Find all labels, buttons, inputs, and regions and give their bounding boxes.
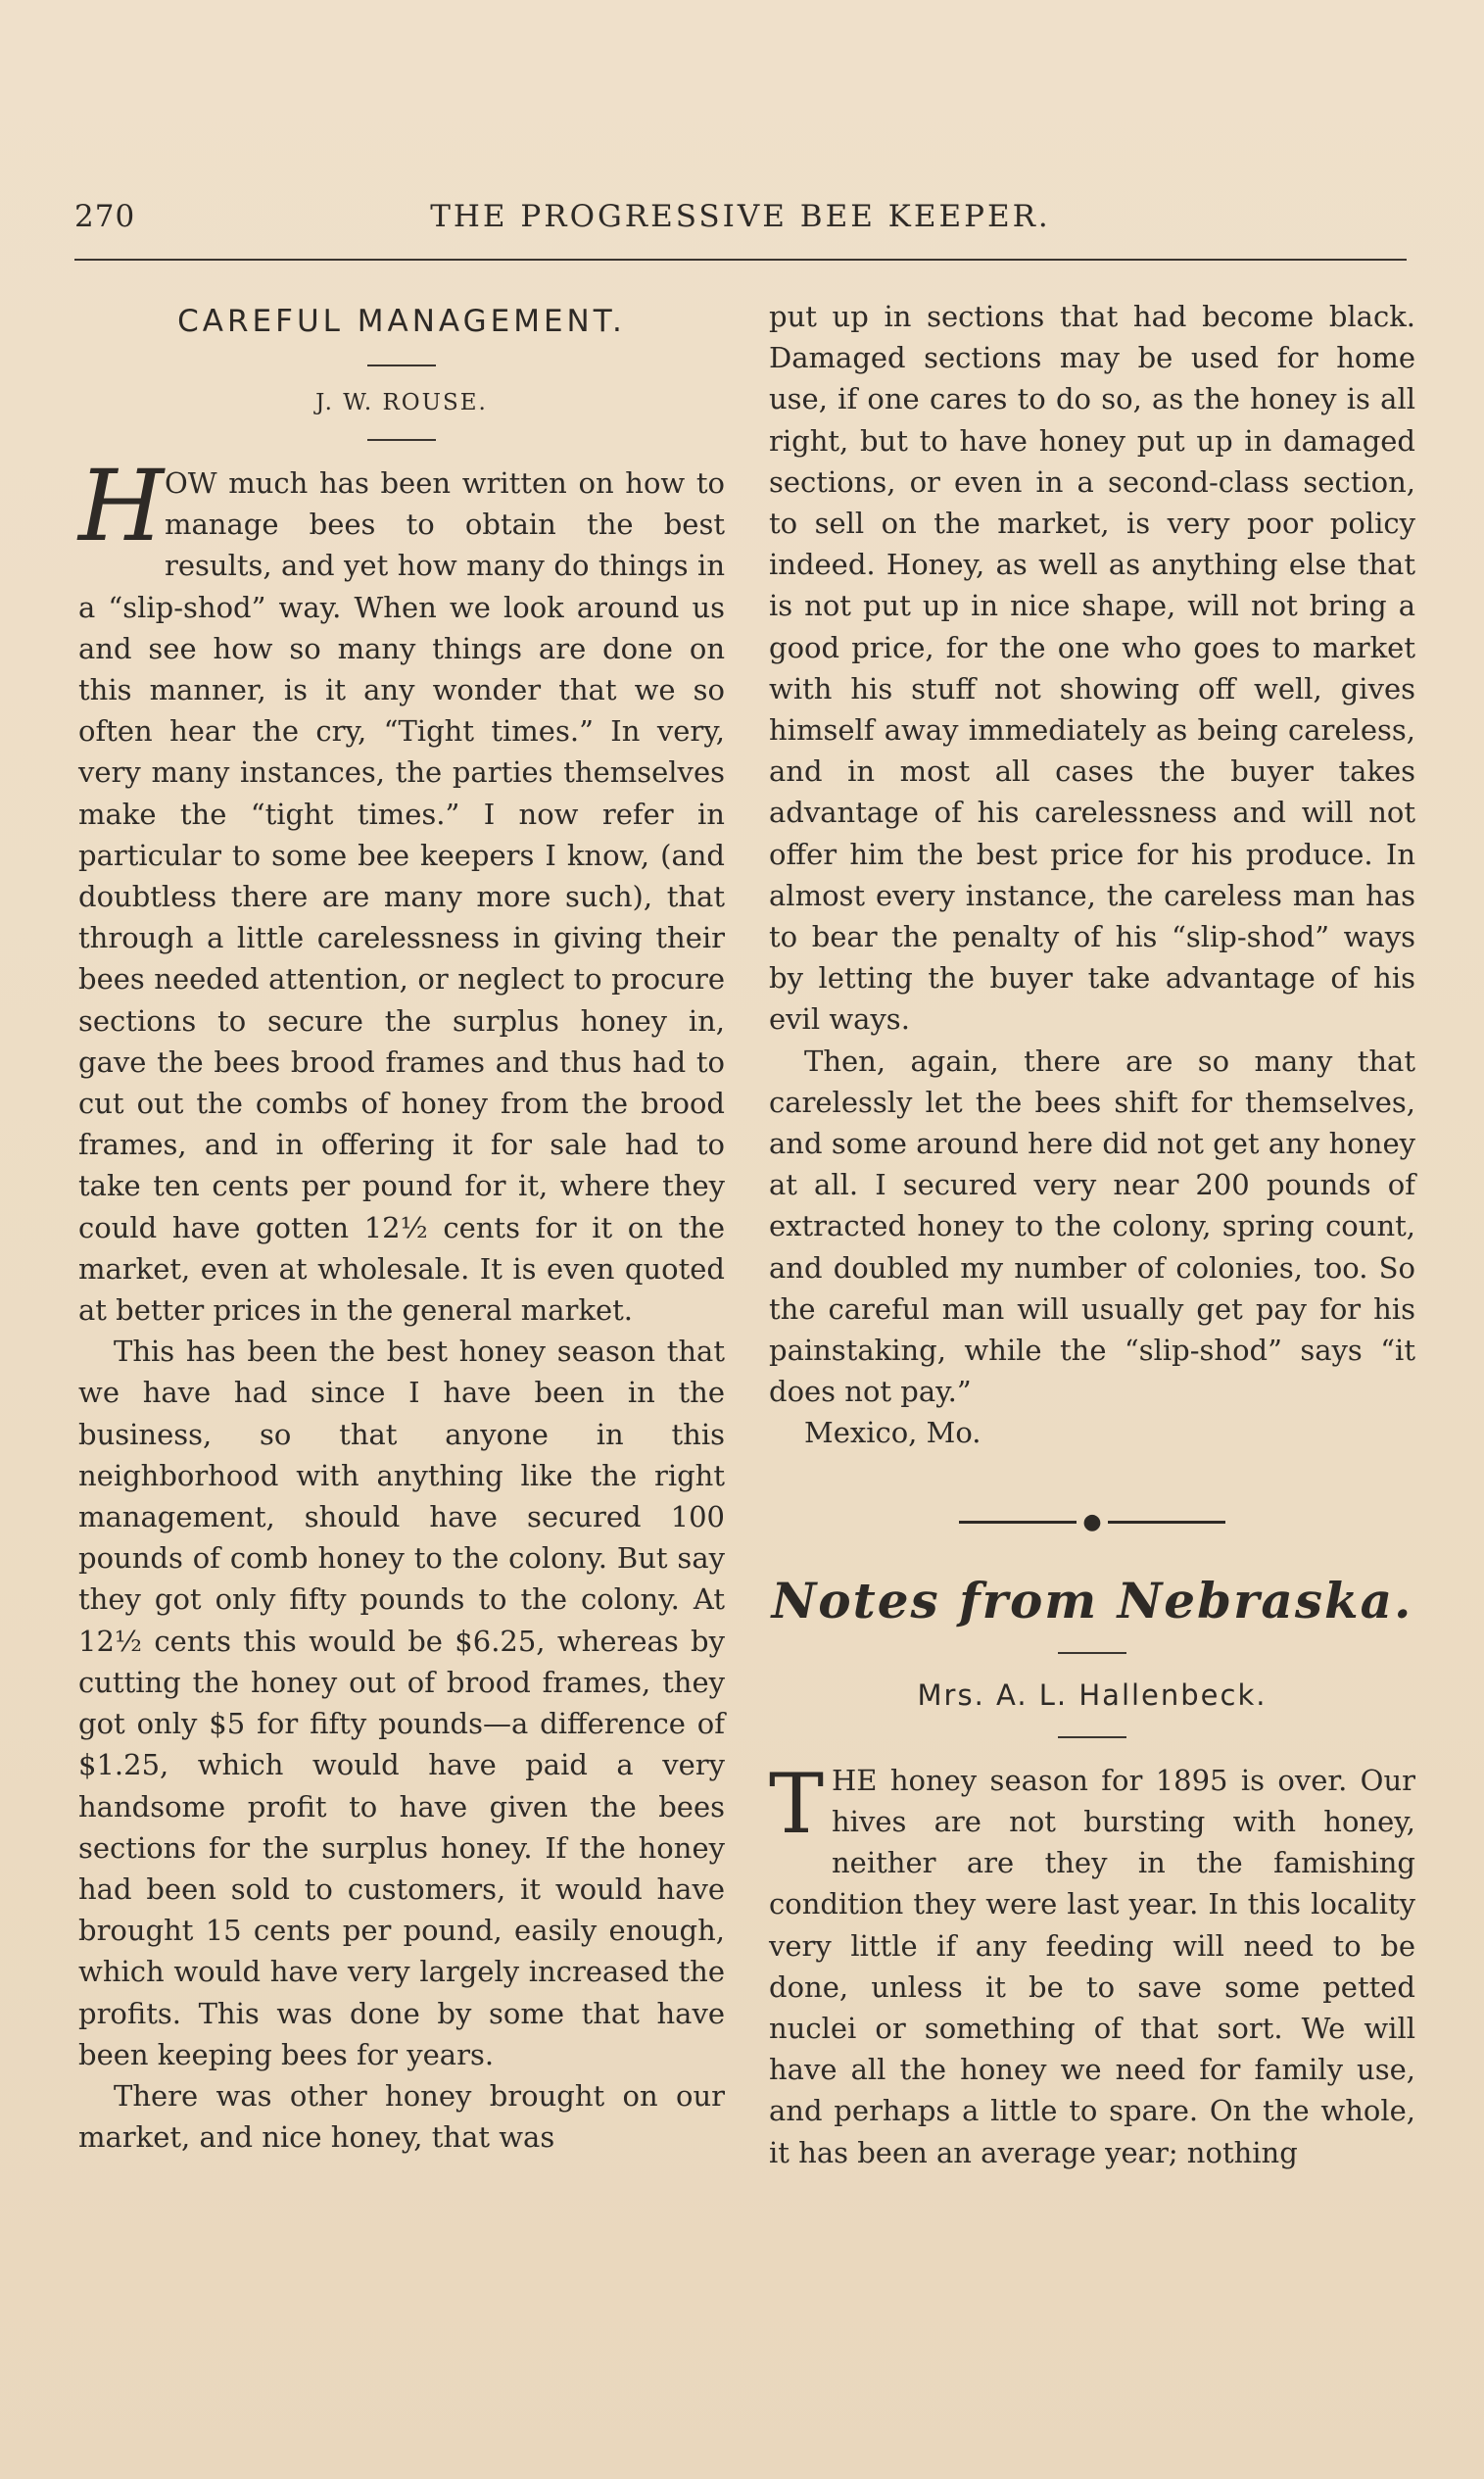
page-number: 270 [74,199,136,234]
article-paragraph-4: put up in sections that had become black. Damaged sections may be used for home use, if one cares to do so, as the honey is all right, but to have honey put up in damaged sections, or even in a second-class section, to sell on the market, is very poor policy indeed. Honey, as well as anything else that is not put up in nice shape, will not bring a good price, for the one who goes to market with his stuff not showing off well, gives himself away immediately as being careless, and in most all cases the buyer takes advantage of his carelessness and will not offer him the best price for his produce. In almost every instance, the careless man has to bear the penalty of his “slip-shod” ways by letting the buyer take advantage of his evil ways. [769,300,1415,1037]
header-rule [74,259,1407,261]
section-author: Mrs. A. L. Hallenbeck. [917,1677,1268,1712]
right-column [769,296,1415,2173]
paragraph-1-text: OW much has been written on how to manage bees to obtain the best results, and yet how many do things in a “slip-shod” way. When we look around us and see how so many things are done on this manner, is it any wonder that we so often hear the cry, “Tight times.” In very, very many instances, the parties themselves make the “tight times.” I now refer in particular to some bee keepers I know, (and doubtless there are many more such), that through a little carelessness in giving their bees needed attention, or neglect to procure sections to secure the surplus honey in, gave the bees brood frames and thus had to cut out the combs of honey from the brood frames, and in offering it for sale had to take ten cents per pound for it, where they could have gotten 12½ cents for it on the market, even at wholesale. It is even quoted at better prices in the general market. [78,466,725,1328]
ornament-line-left [959,1521,1077,1524]
left-column [78,296,725,2158]
section-divider-ornament [769,1509,1415,1534]
title-rule [367,365,436,366]
section-title: Notes from Nebraska. [771,1571,1413,1629]
section-paragraph-1-text: HE honey season for 1895 is over. Our hives are not bursting with honey, neither are they in the famishing condition they were last year. In this locality very little if any feeding will need to be done, unless it be to save some petted nuclei or something of that sort. We will have all the honey we need for family use, and perhaps a little to spare. On the whole, it has been an average year; nothing [769,1763,1415,2169]
article-signoff: Mexico, Mo. [804,1416,981,1450]
section-title-rule [1058,1652,1126,1654]
article-author: J. W. ROUSE. [315,390,488,415]
drop-cap-letter: H [78,449,165,563]
article-paragraph-2: This has been the best honey season that we have had since I have been in the business, so that anyone in this neighborhood with anything like the right management, should have secured 100 pounds of comb honey to the colony. But say they got only fifty pounds to the colony. At 12½ cents this would be $6.25, whereas by cutting the honey out of brood frames, they got only $5 for fifty pounds—a difference of $1.25, which would have paid a very handsome profit to have given the bees sections for the surplus honey. If the honey had been sold to customers, it would have brought 15 cents per pound, easily enough, which would have very largely increased the profits. This was done by some that have been keeping bees for years. [78,1335,725,2071]
article-title: CAREFUL MANAGEMENT. [177,304,626,339]
section-author-rule [1058,1736,1126,1738]
running-head [74,199,1407,248]
section-paragraph-1 [769,1755,1415,2173]
author-rule [367,439,436,441]
ornament-dot-icon: ● [1082,1509,1102,1534]
drop-cap-letter-t: T [769,1755,825,1852]
article-paragraph-1 [78,449,725,1331]
article-paragraph-3: There was other honey brought on our market, and nice honey, that was [78,2078,725,2155]
ornament-line-right [1108,1521,1225,1524]
article-paragraph-5: Then, again, there are so many that carelessly let the bees shift for themselves, and some around here did not get any honey at all. I secured very near 200 pounds of extracted honey to the colony, spring count, and doubled my number of colonies, too. So the careful man will usually get pay for his painstaking, while the “slip-shod” says “it does not pay.” [769,1044,1415,1409]
journal-title: THE PROGRESSIVE BEE KEEPER. [430,199,1051,234]
